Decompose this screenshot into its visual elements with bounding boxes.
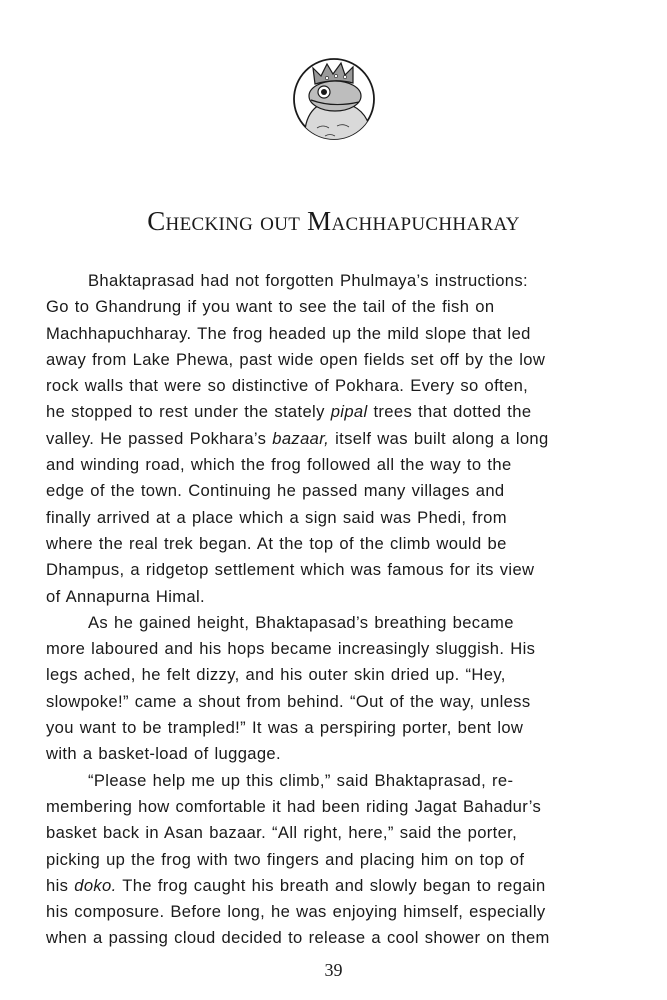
text-run: finally arrived at a place which a sign said was Phedi, from [46, 507, 507, 527]
text-run: his [46, 875, 75, 895]
text-run: away from Lake Phewa, past wide open fields set off by the low [46, 349, 546, 369]
text-line [46, 478, 626, 504]
text-run: more laboured and his hops became increasingly sluggish. His [46, 639, 536, 659]
text-line [46, 925, 626, 951]
text-line [46, 347, 626, 373]
text-line [46, 321, 626, 347]
text-run: and winding road, which the frog followed all the way to the [46, 455, 512, 475]
text-run: “Please help me up this climb,” said Bhaktaprasad, re- [88, 770, 514, 790]
text-run: picking up the frog with two fingers and placing him on top of [46, 849, 525, 869]
text-line [46, 899, 626, 925]
text-run: valley. He passed Pokhara’s [46, 428, 273, 448]
text-run: when a passing cloud decided to release a cool shower on them [46, 928, 550, 948]
text-line [46, 873, 626, 899]
text-line [46, 505, 626, 531]
text-line [46, 820, 626, 846]
italic-term: bazaar, [272, 428, 330, 448]
text-line [46, 741, 626, 767]
italic-term: pipal [330, 402, 368, 422]
text-line [46, 610, 626, 636]
text-run: trees that dotted the [367, 402, 532, 422]
text-line [46, 689, 626, 715]
text-run: As he gained height, Bhaktapasad’s breathing became [88, 612, 514, 632]
chapter-title: Checking out Machhapuchharay [147, 206, 520, 236]
text-line [46, 373, 626, 399]
text-line [46, 636, 626, 662]
text-run: membering how comfortable it had been riding Jagat Bahadur’s [46, 796, 542, 816]
text-run: you want to be trampled!” It was a perspiring porter, bent low [46, 718, 524, 738]
text-run: basket back in Asan bazaar. “All right, here,” said the porter, [46, 823, 518, 843]
text-run: itself was built along a long [329, 428, 549, 448]
italic-term: doko. [74, 875, 117, 895]
text-line [46, 426, 626, 452]
text-line [46, 715, 626, 741]
text-run: Dhampus, a ridgetop settlement which was famous for its view [46, 560, 535, 580]
text-run: edge of the town. Continuing he passed many villages and [46, 481, 505, 501]
text-run: Bhaktaprasad had not forgotten Phulmaya’s instructions: [88, 271, 528, 290]
text-line [46, 794, 626, 820]
text-line [46, 294, 626, 320]
text-line [46, 268, 626, 294]
text-line [46, 768, 626, 794]
text-run: rock walls that were so distinctive of Pokhara. Every so often, [46, 376, 529, 396]
text-run: The frog caught his breath and slowly began to regain [116, 875, 546, 895]
text-run: he stopped to rest under the stately [46, 402, 331, 422]
body-text [46, 268, 626, 952]
text-line [46, 452, 626, 478]
text-run: Go to Ghandrung if you want to see the tail of the fish on [46, 297, 495, 317]
page-number: 39 [324, 960, 343, 980]
text-line [46, 557, 626, 583]
text-run: with a basket-load of luggage. [46, 744, 281, 764]
text-line [46, 847, 626, 873]
text-line [46, 531, 626, 557]
text-run: Machhapuchharay. The frog headed up the mild slope that led [46, 323, 531, 343]
text-run: where the real trek began. At the top of the climb would be [46, 533, 507, 553]
text-run: of Annapurna Himal. [46, 586, 206, 606]
text-line [46, 662, 626, 688]
text-run: slowpoke!” came a shout from behind. “Out of the way, unless [46, 691, 531, 711]
text-line [46, 584, 626, 610]
frog-with-crown-icon [291, 56, 377, 142]
text-run: his composure. Before long, he was enjoying himself, especially [46, 902, 546, 922]
text-run: legs ached, he felt dizzy, and his outer skin dried up. “Hey, [46, 665, 506, 685]
text-line [46, 399, 626, 425]
